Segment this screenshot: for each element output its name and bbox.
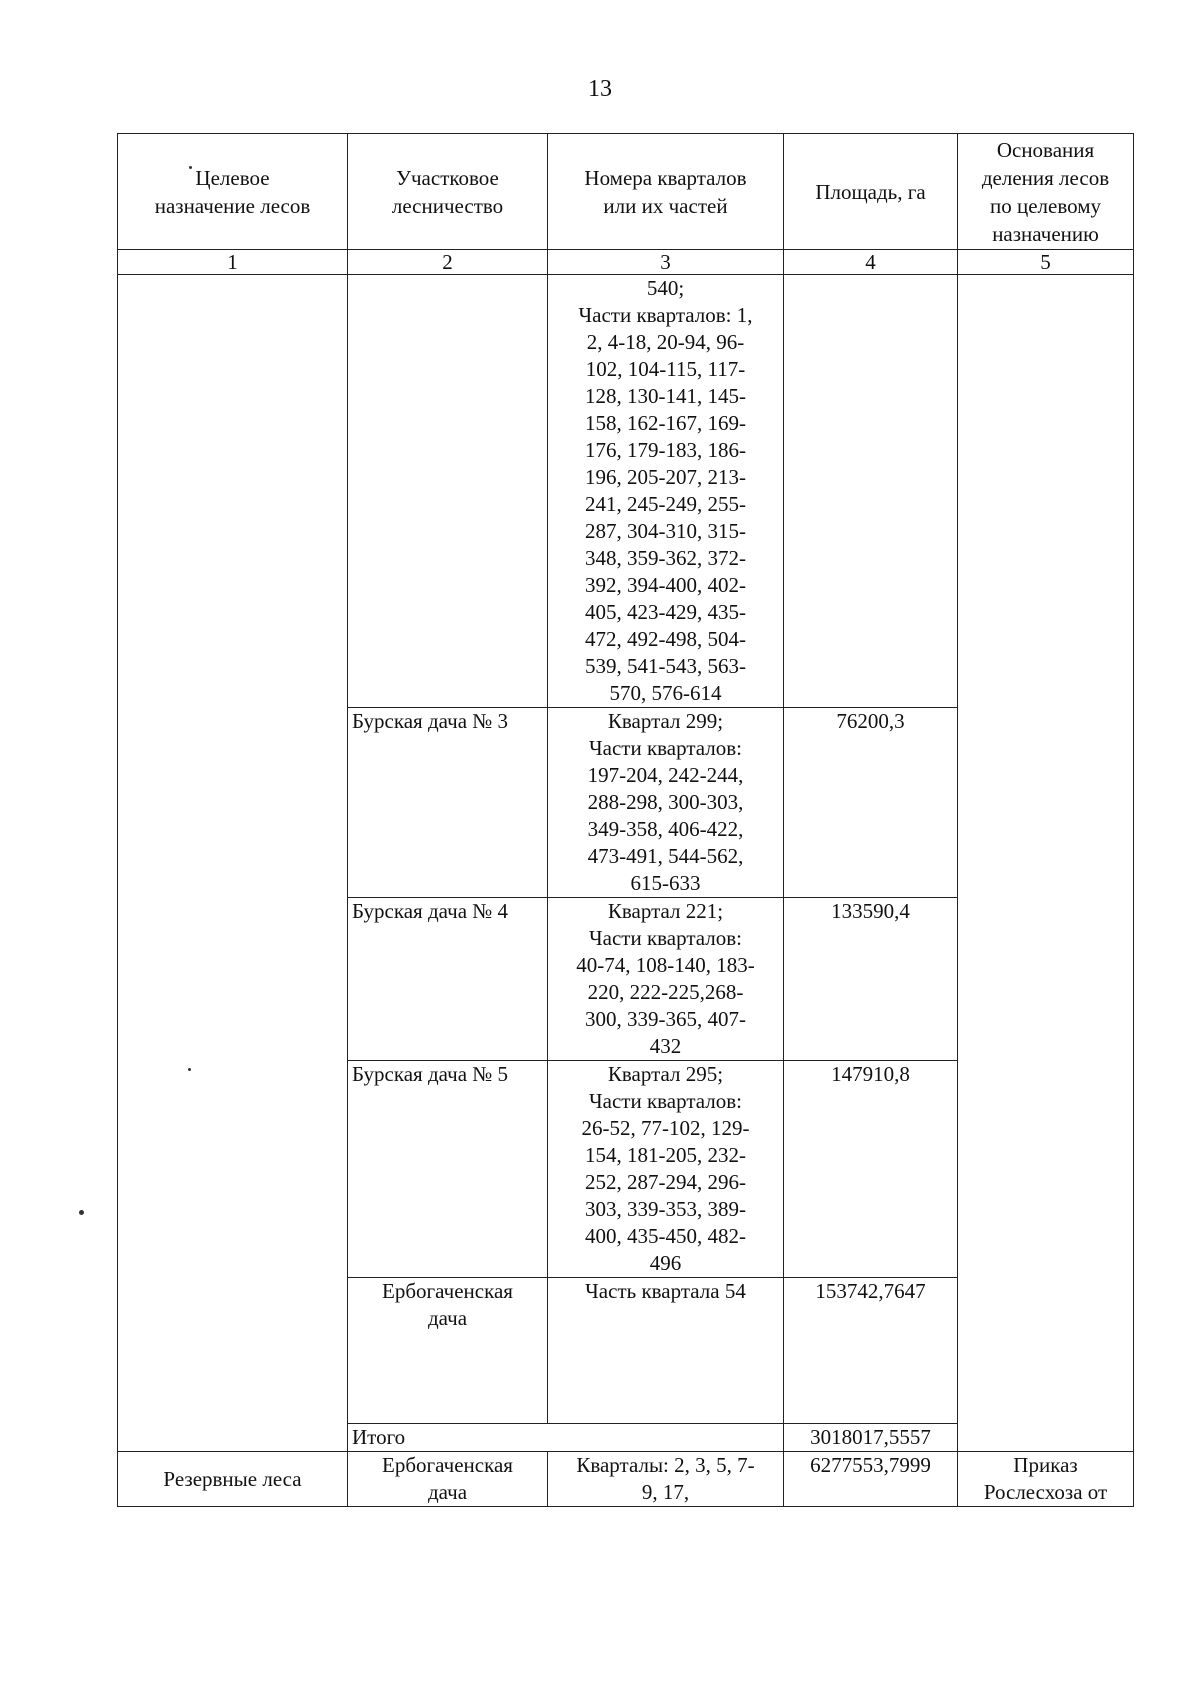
forestry-cell: Бурская дача № 4 <box>348 898 548 1061</box>
reserve-area: 6277553,7999 <box>784 1452 958 1507</box>
area-cell: 147910,8 <box>784 1061 958 1278</box>
total-area: 3018017,5557 <box>784 1424 958 1452</box>
basis-cell-empty <box>958 275 1134 1452</box>
reserve-basis: Приказ Рослесхоза от <box>958 1452 1134 1507</box>
scan-speck <box>188 1068 191 1071</box>
forestry-cell: Бурская дача № 5 <box>348 1061 548 1278</box>
header-basis: Основания деления лесов по целевому назначению <box>958 134 1134 250</box>
reserve-quarters: Кварталы: 2, 3, 5, 7- 9, 17, <box>548 1452 784 1507</box>
header-purpose: Целевое назначение лесов <box>118 134 348 250</box>
quarters-cell: Квартал 299; Части кварталов: 197-204, 242-244, 288-298, 300-303, 349-358, 406-422, 473-491, 544-562, 615-633 <box>548 708 784 898</box>
reserve-purpose: Резервные леса <box>118 1452 348 1507</box>
forestry-cell: Ербогаченская дача <box>348 1278 548 1424</box>
header-row <box>118 134 1134 250</box>
column-numbers-row <box>118 250 1134 275</box>
header-quarters: Номера кварталов или их частей <box>548 134 784 250</box>
header-forestry: Участковое лесничество <box>348 134 548 250</box>
quarters-cell: Часть квартала 54 <box>548 1278 784 1424</box>
area-cell: 76200,3 <box>784 708 958 898</box>
column-number: 1 <box>118 250 348 275</box>
area-cell: 153742,7647 <box>784 1278 958 1424</box>
header-area: Площадь, га <box>784 134 958 250</box>
forest-division-table <box>117 133 1134 1507</box>
purpose-cell-empty <box>118 275 348 1452</box>
scan-speck <box>189 166 192 169</box>
forestry-cell <box>348 275 548 708</box>
scan-speck <box>79 1210 84 1215</box>
total-label: Итого <box>348 1424 784 1452</box>
quarters-cell: Квартал 295; Части кварталов: 26-52, 77-102, 129- 154, 181-205, 232- 252, 287-294, 296- 303, 339-353, 389- 400, 435-450, 482- 496 <box>548 1061 784 1278</box>
quarters-cell: 540; Части кварталов: 1, 2, 4-18, 20-94, 96- 102, 104-115, 117- 128, 130-141, 145- 158, 162-167, 169- 176, 179-183, 186- 196, 205-207, 213- 241, 245-249, 255- 287, 304-310, 315- 348, 359-362, 372- 392, 394-400, 402- 405, 423-429, 435- 472, 492-498, 504- 539, 541-543, 563- 570, 576-614 <box>548 275 784 708</box>
area-cell: 133590,4 <box>784 898 958 1061</box>
column-number: 4 <box>784 250 958 275</box>
column-number: 5 <box>958 250 1134 275</box>
column-number: 2 <box>348 250 548 275</box>
table-row <box>118 275 1134 708</box>
page-number: 13 <box>588 76 612 102</box>
reserve-forestry: Ербогаченская дача <box>348 1452 548 1507</box>
area-cell <box>784 275 958 708</box>
column-number: 3 <box>548 250 784 275</box>
forestry-cell: Бурская дача № 3 <box>348 708 548 898</box>
quarters-cell: Квартал 221; Части кварталов: 40-74, 108-140, 183- 220, 222-225,268- 300, 339-365, 407- 432 <box>548 898 784 1061</box>
reserve-row <box>118 1452 1134 1507</box>
